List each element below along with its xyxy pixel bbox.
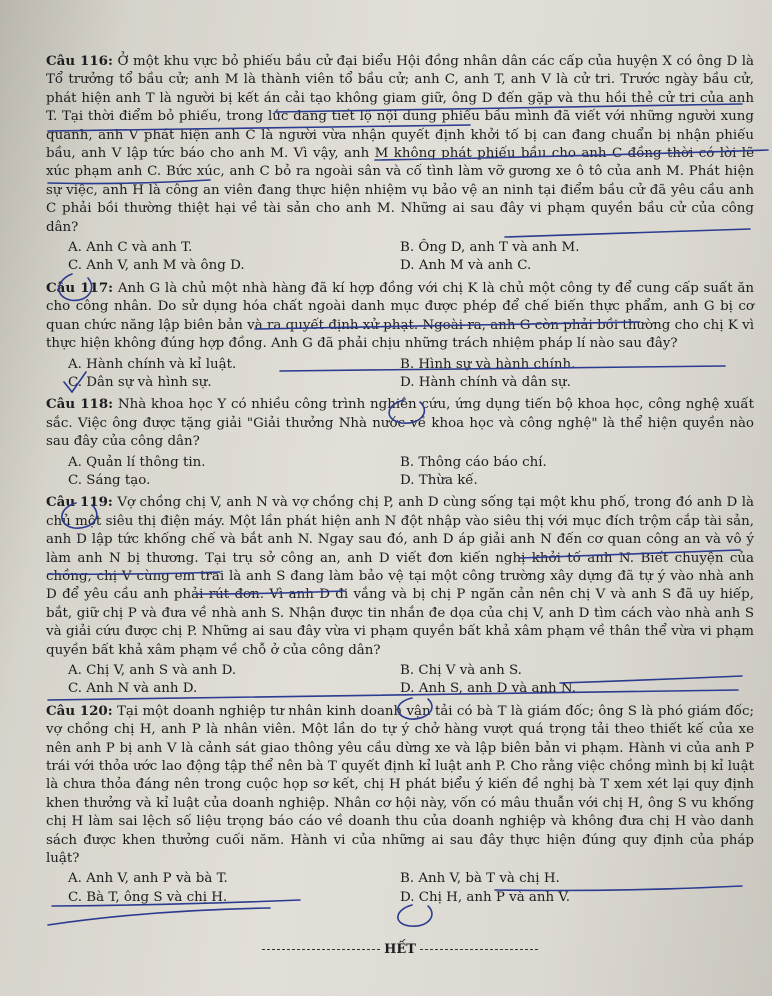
question-text: Vợ chồng chị V, anh N và vợ chồng chị P, anh D cùng sống tại một khu phố, trong đó anh D là chủ một siêu thị điện máy. Một lần phát hiện anh N đột nhập vào siêu thị với mục đích trộm cắp tài sản, anh D lập tức khống chế và bắt anh N. Ngay sau đó, anh D áp giải anh N đến cơ quan công an và vô ý làm anh N bị thương. Tại trụ sở công an, anh D viết đơn kiến nghị khởi tố anh N. Biết chuyện của chồng, chị V cùng em trai là anh S đang làm bảo vệ tại một công trường xây dựng đã tự ý vào nhà anh D để yêu cầu anh phải rút đơn. Vì anh D đi vắng và bị chị P ngăn cản nên chị V và anh S đã uy hiếp, bắt, giữ chị P và đưa về nhà anh S. Nhận được tin nhắn đe dọa của chị V, anh D tìm cách vào nhà anh S và giải cứu được chị P. Những ai sau đây vừa vi phạm quyền bất khả xâm phạm về thân thể vừa vi phạm quyền bất khả xâm phạm về chỗ ở của công dân?: [46, 495, 754, 658]
underline-mark: [48, 908, 270, 925]
options-118: [68, 454, 754, 491]
question-label: Câu 116:: [46, 53, 113, 69]
question-117: [46, 279, 754, 354]
option-a[interactable]: A. Hành chính và kỉ luật.: [68, 356, 237, 372]
option-d[interactable]: D. Anh M và anh C.: [400, 258, 532, 274]
option-c[interactable]: C. Sáng tạo.: [68, 472, 151, 488]
question-label: Câu 120:: [46, 702, 113, 719]
option-d[interactable]: D. Hành chính và dân sự.: [400, 374, 571, 390]
option-a[interactable]: A. Quản lí thông tin.: [68, 454, 206, 470]
options-116: [68, 239, 754, 276]
option-b[interactable]: B. Chị V và anh S.: [400, 663, 522, 678]
options-119: [68, 662, 754, 699]
question-text: Nhà khoa học Y có nhiều công trình nghiên cứu, ứng dụng tiến bộ khoa học, công nghệ xuất sắc. Việc ông được tặng giải "Giải thưởng Nhà nước về khoa học và công nghệ" là thể hiện quyền nào sau đây của công dân?: [46, 397, 754, 450]
option-b[interactable]: B. Thông cáo báo chí.: [400, 454, 547, 470]
question-text: Anh G là chủ một nhà hàng đã kí hợp đồng với chị K là chủ một công ty để cung cấp suất ăn cho công nhân. Do sử dụng hóa chất ngoài danh mục được phép để chế biến thực phẩm, anh G bị cơ quan chức năng lập biên bản và ra quyết định xử phạt. Ngoài ra, anh G còn phải bồi thường cho chị K vì thực hiện không đúng hợp đồng. Anh G đã phải chịu những trách nhiệm pháp lí nào sau đây?: [46, 280, 754, 352]
option-c[interactable]: C. Anh N và anh D.: [68, 681, 198, 697]
option-d[interactable]: D. Thừa kế.: [400, 472, 478, 488]
dashed-line-right: [420, 949, 538, 950]
option-c[interactable]: C. Dân sự và hình sự.: [68, 374, 212, 390]
end-text: HẾT: [384, 942, 416, 957]
end-marker: [250, 942, 550, 957]
option-d[interactable]: D. Anh S, anh D và anh N.: [400, 681, 577, 697]
option-a[interactable]: A. Chị V, anh S và anh D.: [68, 663, 237, 678]
options-120: [68, 870, 754, 907]
option-c[interactable]: C. Bà T, ông S và chị H.: [68, 889, 228, 905]
question-label: Câu 118:: [46, 396, 114, 413]
options-117: [68, 356, 754, 393]
question-text: Ở một khu vực bỏ phiếu bầu cử đại biểu Hội đồng nhân dân các cấp của huyện X có ông D là Tổ trưởng tổ bầu cử; anh M là thành viên tổ bầu cử; anh C, anh T, anh V là cử tri. Trước ngày bầu cử, phát hiện anh T là người bị kết án cải tạo không giam giữ, ông D đến gặp và thu hồi thẻ cử tri của anh T. Tại thời điểm bỏ phiếu, trong lúc đang tiết lộ nội dung phiếu bầu mình đã viết với những người xung quanh, anh V phát hiện anh C là người vừa nhận quyết định khởi tố bị can đang chuẩn bị nhận phiếu bầu, anh V lập tức báo cho anh M. Vì vậy, anh M không phát phiếu bầu cho anh C đồng thời có lời lẽ xúc phạm anh C. Bức xúc, anh C bỏ ra ngoài sân và cố tình làm vỡ gương xe ô tô của anh M. Phát hiện sự việc, anh H là công an viên đang thực hiện nhiệm vụ bảo vệ an ninh tại điểm bầu cử đã yêu cầu anh C phải bồi thường thiệt hại về tài sản cho anh M. Những ai sau đây vi phạm quyền bầu cử của công dân?: [46, 54, 754, 235]
option-a[interactable]: A. Anh C và anh T.: [68, 240, 193, 256]
question-116: [46, 52, 754, 237]
question-120: [46, 702, 754, 869]
question-label: Câu 119:: [46, 494, 113, 511]
option-b[interactable]: B. Anh V, bà T và chị H.: [400, 871, 560, 887]
exam-content: [46, 52, 754, 910]
dashed-line-left: [262, 949, 380, 950]
option-c[interactable]: C. Anh V, anh M và ông D.: [68, 258, 245, 274]
question-label: Câu 117:: [46, 279, 114, 296]
option-d[interactable]: D. Chị H, anh P và anh V.: [400, 889, 571, 905]
option-b[interactable]: B. Hình sự và hành chính.: [400, 356, 576, 372]
question-text: Tại một doanh nghiệp tư nhân kinh doanh vận tải có bà T là giám đốc; ông S là phó giám đốc; vợ chồng chị H, anh P là nhân viên. Một lần do tự ý chở hàng vượt quá trọng tải theo thiết kế của xe nên anh P bị anh V là cảnh sát giao thông yêu cầu dừng xe và lập biên bản vi phạm. Hành vi của anh P trái với thỏa ước lao động tập thể nên bà T quyết định kỉ luật anh P. Cho rằng việc chồng mình bị kỉ luật là chưa thỏa đáng nên trong cuộc họp sơ kết, chị H phát biểu ý kiến đề nghị bà T xem xét lại quy định khen thưởng và kỉ luật của doanh nghiệp. Nhân cơ hội này, vốn có mâu thuẫn với chị H, ông S vu khống chị H làm sai lệch số liệu trọng báo cáo về doanh thu của doanh nghiệp và không đưa chị H vào danh sách được khen thưởng cuối năm. Hành vi của những ai sau đây thực hiện đúng quy định của pháp luật?: [46, 703, 754, 867]
question-119: [46, 493, 754, 660]
question-118: [46, 395, 754, 451]
option-a[interactable]: A. Anh V, anh P và bà T.: [68, 871, 228, 887]
option-b[interactable]: B. Ông D, anh T và anh M.: [400, 240, 580, 256]
